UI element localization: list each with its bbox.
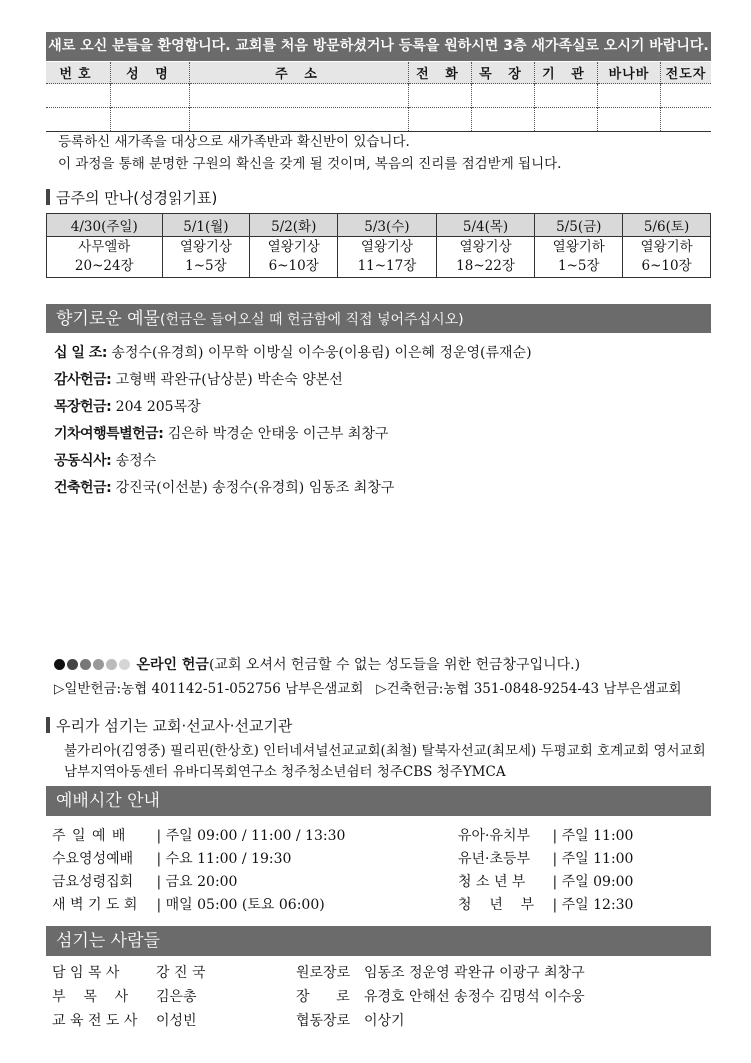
reading-book: 열왕기상: [360, 239, 414, 255]
staff-role: 협동장로: [296, 1013, 351, 1029]
offering-subtitle: (헌금은 들어오실 때 헌금함에 직접 넣어주십시오): [159, 312, 464, 328]
registration-cell[interactable]: [535, 84, 598, 108]
missions-line-1: 불가리아(김영중) 필리핀(한상호) 인터네셔널선교교회(최철) 탈북자선교(최모세) 두평교회 호계교회 영서교회: [64, 743, 706, 759]
reading-table: [46, 213, 711, 278]
offering-names: 강진국(이선분) 송정수(유경희) 임동조 최창구: [115, 480, 395, 496]
col-address: 주 소: [190, 62, 409, 84]
col-evangelist: 전도자: [661, 62, 712, 84]
offering-section-header: [46, 304, 711, 333]
missions-title-text: 우리가 섬기는 교회·선교사·선교기관: [56, 717, 293, 735]
offering-row-thanks: [54, 369, 343, 389]
worship-label: 유년·초등부: [458, 851, 531, 867]
reading-date: 5/6(토): [623, 214, 711, 237]
new-family-note-1: 등록하신 새가족을 대상으로 새가족반과 확신반이 있습니다.: [58, 134, 410, 150]
reading-range: 11~17장: [357, 258, 417, 274]
registration-cell[interactable]: [472, 84, 535, 108]
dot-icon: [119, 659, 130, 670]
offering-label: 십 일 조:: [54, 345, 107, 361]
reading-range: 1~5장: [185, 258, 227, 274]
reading-date: 5/5(금): [535, 214, 623, 237]
worship-section-header: 예배시간 안내: [46, 786, 711, 816]
offering-label: 감사헌금:: [54, 372, 112, 388]
staff-name: 강 진 국: [156, 965, 206, 981]
online-offering-title: 온라인 헌금: [136, 657, 209, 673]
reading-cell: [535, 237, 623, 278]
reading-date: 5/3(수): [338, 214, 437, 237]
reading-range: 6~10장: [268, 258, 319, 274]
reading-date: 5/1(월): [162, 214, 250, 237]
offering-row-train: [54, 423, 388, 443]
staff-name: 임동조 정운영 곽완규 이광구 최창구: [364, 965, 585, 981]
missions-line-2: 남부지역아동센터 유바디목회연구소 청주청소년쉼터 청주CBS 청주YMCA: [64, 764, 506, 780]
section-marker: [46, 189, 50, 205]
worship-time: 주일 09:00 / 11:00 / 13:30: [165, 828, 346, 844]
missions-section-title: [46, 715, 292, 736]
worship-label: 금요성령집회: [52, 874, 134, 890]
offering-label: 공동식사:: [54, 453, 112, 469]
worship-label: 새 벽 기 도 회: [52, 897, 138, 913]
offering-label: 기차여행특별헌금:: [54, 426, 164, 442]
worship-item: 청 소 년 부 | 주일 09:00: [458, 871, 633, 891]
offering-names: 김은하 박경순 안태웅 이근부 최창구: [167, 426, 389, 442]
registration-cell[interactable]: [111, 84, 190, 108]
col-barnabas: 바나바: [598, 62, 661, 84]
staff-role: 교 육 전 도 사: [52, 1013, 138, 1029]
dot-icon: [54, 659, 65, 670]
worship-item: 주 일 예 배 | 주일 09:00 / 11:00 / 13:30: [52, 825, 345, 845]
reading-book: 열왕기상: [179, 239, 232, 255]
registration-cell[interactable]: [409, 108, 472, 132]
registration-cell[interactable]: [598, 108, 661, 132]
registration-cell[interactable]: [111, 108, 190, 132]
worship-item: 새 벽 기 도 회 | 매일 05:00 (토요 06:00): [52, 894, 325, 914]
worship-label: 유아·유치부: [458, 828, 531, 844]
worship-label: 주 일 예 배: [52, 828, 127, 844]
offering-row-tithe: [54, 342, 532, 362]
offering-row-meal: [54, 450, 156, 470]
reading-section-title: [46, 187, 217, 208]
offering-row-building: [54, 477, 394, 497]
worship-time: 매일 05:00 (토요 06:00): [165, 897, 325, 913]
reading-book: 열왕기하: [552, 239, 605, 255]
worship-time: 금요 20:00: [165, 874, 238, 890]
reading-date: 5/2(화): [250, 214, 338, 237]
bank-accounts: ▷일반헌금:농협 401142-51-052756 남부은샘교회 ▷건축헌금:농협 351-0848-9254-43 남부은샘교회: [54, 681, 682, 697]
staff-name: 유경호 안해선 송정수 김명석 이수웅: [364, 989, 585, 1005]
reading-range: 1~5장: [557, 258, 600, 274]
worship-time: 주일 11:00: [561, 828, 634, 844]
reading-cell: [47, 237, 163, 278]
registration-header-row: [46, 62, 711, 84]
new-family-note-2: 이 과정을 통해 분명한 구원의 확신을 갖게 될 것이며, 복음의 진리를 점검받게 됩니다.: [58, 156, 562, 172]
reading-range: 18~22장: [456, 258, 515, 274]
staff-item: [52, 1010, 197, 1030]
welcome-banner: 새로 오신 분들을 환영합니다. 교회를 처음 방문하셨거나 등록을 원하시면 3층 새가족실로 오시기 바랍니다.: [46, 32, 711, 61]
staff-name: 이상기: [364, 1013, 405, 1029]
staff-role: 부 목 사: [52, 989, 129, 1005]
col-phone: 전 화: [409, 62, 472, 84]
staff-item: [296, 1010, 405, 1030]
registration-cell[interactable]: [409, 84, 472, 108]
reading-book: 열왕기상: [267, 239, 320, 255]
reading-range: 20~24장: [74, 258, 134, 274]
worship-label: 청 년 부: [458, 897, 535, 913]
registration-cell[interactable]: [190, 84, 409, 108]
section-marker: [46, 717, 50, 733]
staff-role: 담 임 목 사: [52, 965, 120, 981]
staff-section-header: 섬기는 사람들: [46, 926, 711, 956]
reading-cell: [162, 237, 250, 278]
staff-item: [52, 986, 197, 1006]
staff-name: 이성빈: [156, 1013, 197, 1029]
reading-cell: [436, 237, 535, 278]
col-number: 번호: [46, 62, 111, 84]
reading-book: 열왕기상: [459, 239, 512, 255]
reading-cell: [250, 237, 338, 278]
reading-cell: [623, 237, 711, 278]
registration-cell[interactable]: [190, 108, 409, 132]
worship-item: 유아·유치부 | 주일 11:00: [458, 825, 633, 845]
reading-cell: [338, 237, 437, 278]
offering-names: 송정수: [115, 453, 157, 469]
staff-role: 원로장로: [296, 965, 351, 981]
worship-item: 유년·초등부 | 주일 11:00: [458, 848, 633, 868]
offering-label: 목장헌금:: [54, 399, 112, 415]
offering-title: 향기로운 예물: [56, 309, 160, 329]
online-offering-desc: (교회 오셔서 헌금할 수 없는 성도들을 위한 헌금창구입니다.): [208, 657, 581, 673]
col-department: 기 관: [535, 62, 598, 84]
registration-cell[interactable]: [598, 84, 661, 108]
worship-item: 수요영성예배 | 수요 11:00 / 19:30: [52, 848, 291, 868]
staff-item: [52, 962, 205, 982]
reading-book: 열왕기하: [640, 239, 693, 255]
dot-icon: [93, 659, 104, 670]
registration-blank-row: [46, 84, 711, 108]
col-name: 성 명: [111, 62, 190, 84]
offering-row-cell: [54, 396, 201, 416]
registration-blank-row: [46, 108, 711, 132]
worship-item: 금요성령집회 | 금요 20:00: [52, 871, 237, 891]
dots-decoration-icon: [54, 657, 136, 673]
dot-icon: [106, 659, 117, 670]
registration-cell[interactable]: [46, 108, 111, 132]
reading-date: 5/4(목): [436, 214, 535, 237]
dot-icon: [67, 659, 78, 670]
registration-cell[interactable]: [661, 108, 712, 132]
staff-item: [296, 986, 585, 1006]
registration-cell[interactable]: [535, 108, 598, 132]
dot-icon: [80, 659, 91, 670]
registration-cell[interactable]: [46, 84, 111, 108]
col-cell: 목 장: [472, 62, 535, 84]
worship-label: 청 소 년 부: [458, 874, 526, 890]
offering-label: 건축헌금:: [54, 480, 112, 496]
staff-item: [296, 962, 585, 982]
worship-label: 수요영성예배: [52, 851, 134, 867]
reading-range: 6~10장: [641, 258, 692, 274]
worship-time: 수요 11:00 / 19:30: [165, 851, 292, 867]
registration-cell[interactable]: [661, 84, 712, 108]
reading-date: 4/30(주일): [47, 214, 163, 237]
reading-book: 사무엘하: [78, 239, 131, 255]
reading-title-text: 금주의 만나(성경읽기표): [56, 189, 218, 207]
worship-item: 청 년 부 | 주일 12:30: [458, 894, 633, 914]
offering-names: 204 205목장: [115, 399, 201, 415]
staff-role: 장 로: [296, 989, 350, 1005]
registration-cell[interactable]: [472, 108, 535, 132]
worship-time: 주일 12:30: [561, 897, 634, 913]
offering-names: 송정수(유경희) 이무학 이방실 이수웅(이용림) 이은혜 정운영(류재순): [111, 345, 532, 361]
worship-time: 주일 09:00: [561, 874, 634, 890]
worship-time: 주일 11:00: [561, 851, 634, 867]
staff-name: 김은총: [156, 989, 197, 1005]
registration-table: [46, 62, 711, 132]
offering-names: 고형백 곽완규(남상분) 박손숙 양본선: [115, 372, 343, 388]
online-offering: [54, 654, 580, 674]
